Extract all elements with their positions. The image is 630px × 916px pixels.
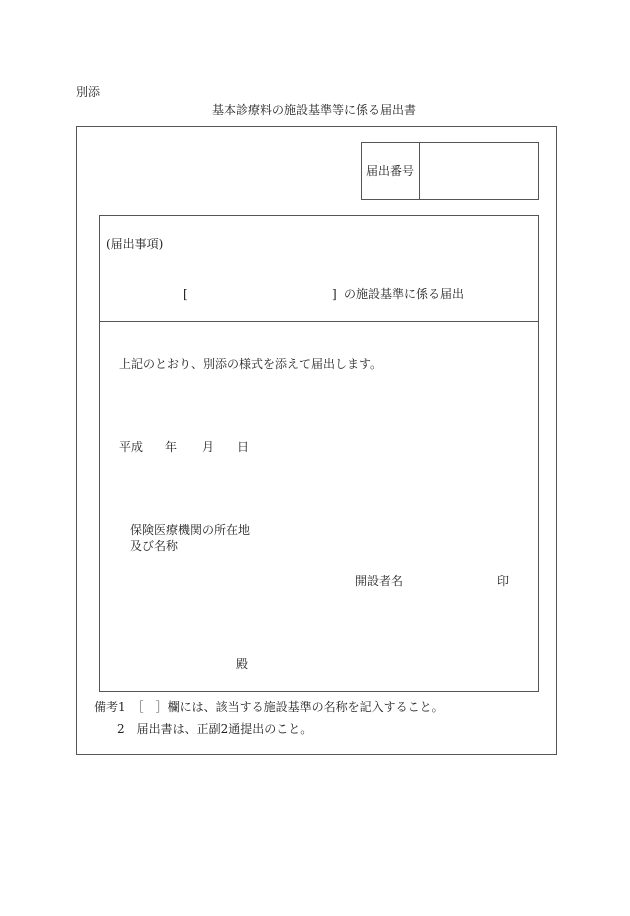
notification-number-field[interactable] xyxy=(424,164,534,178)
institution-label-line2: 及び名称 xyxy=(130,539,179,553)
bracket-open: [ xyxy=(183,287,188,301)
date-day-label: 日 xyxy=(237,440,250,454)
notification-number-label: 届出番号 xyxy=(366,164,415,178)
divider xyxy=(419,142,420,200)
institution-label-line1: 保険医療機関の所在地 xyxy=(130,523,251,537)
divider xyxy=(99,321,539,322)
note-1: 備考1 ［ ］欄には、該当する施設基準の名称を記入すること。 xyxy=(94,700,444,714)
notification-items-suffix: の施設基準に係る届出 xyxy=(344,287,465,301)
date-era: 平成 xyxy=(119,440,144,454)
notification-items-heading: (届出事項) xyxy=(106,237,164,251)
bracket-close: ] xyxy=(332,287,337,301)
facility-standard-field[interactable] xyxy=(195,287,325,301)
statement-text: 上記のとおり、別添の様式を添えて届出します。 xyxy=(119,357,383,371)
seal-mark: 印 xyxy=(497,574,510,588)
founder-name-label: 開設者名 xyxy=(355,574,404,588)
note-2: 2 届出書は、正副2通提出のこと。 xyxy=(117,722,313,736)
attachment-label: 別添 xyxy=(76,85,101,99)
addressee-suffix: 殿 xyxy=(236,657,249,671)
date-year-label: 年 xyxy=(165,440,178,454)
document-title: 基本診療料の施設基準等に係る届出書 xyxy=(212,103,417,117)
date-month-label: 月 xyxy=(202,440,215,454)
